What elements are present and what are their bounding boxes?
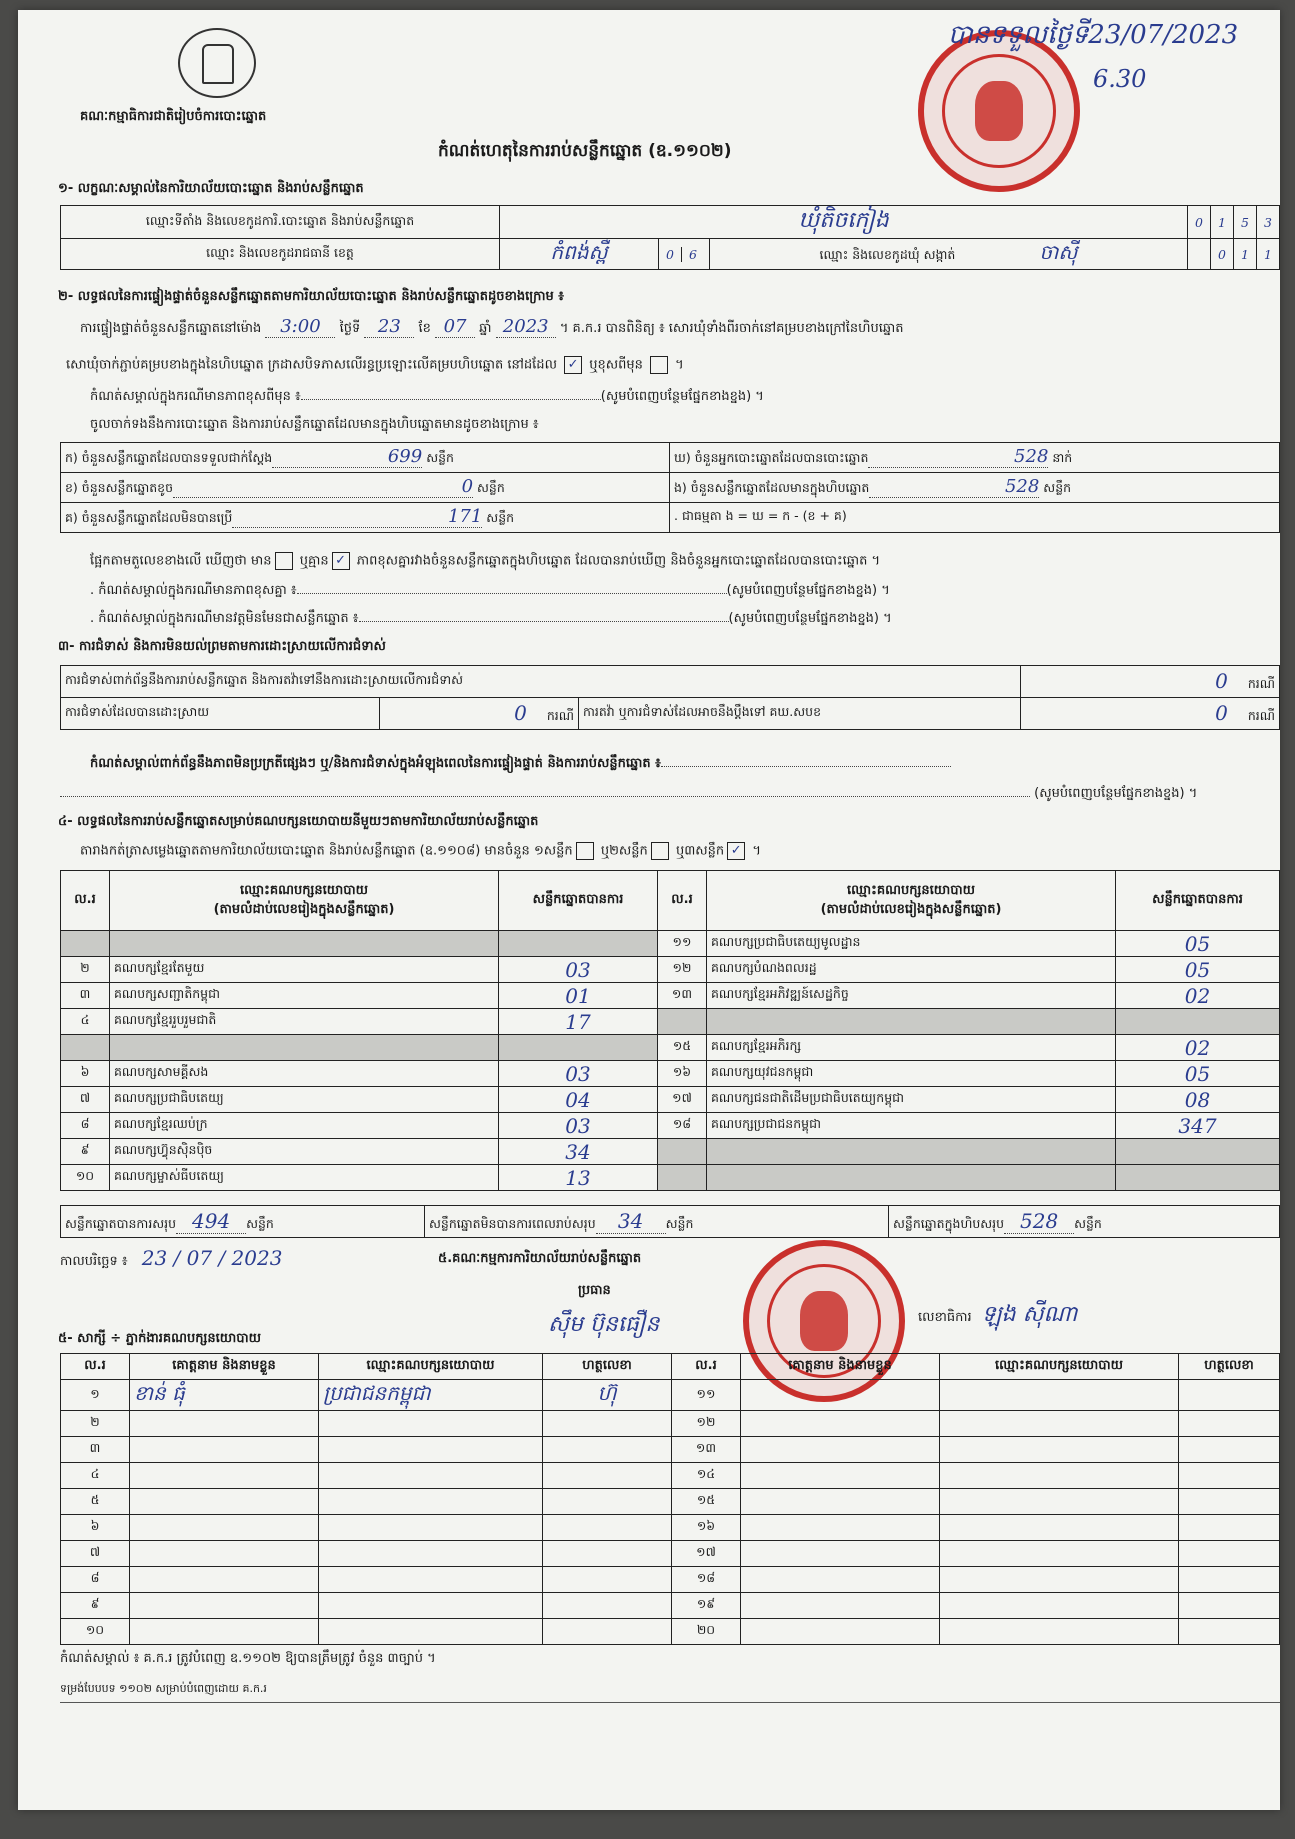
witness-no: ៥ — [61, 1489, 130, 1515]
verify-day: 23 — [364, 316, 414, 338]
witness-name — [130, 1619, 319, 1645]
witness-name — [130, 1593, 319, 1619]
party-name: គណបក្សជនជាតិដើមប្រជាធិបតេយ្យកម្ពុជា — [707, 1087, 1116, 1113]
unchanged-checkbox[interactable]: ✓ — [564, 356, 582, 374]
section3-title: ៣- ការជំទាស់ និងការមិនយល់ព្រមតាមការដោះស្រាយលើការជំទាស់ — [58, 639, 386, 654]
party-votes — [1116, 1009, 1280, 1035]
witness-no: ១៩ — [672, 1593, 741, 1619]
witness-no: ៤ — [61, 1463, 130, 1489]
party-row — [61, 1009, 1280, 1035]
three-sheets-checkbox[interactable]: ✓ — [727, 842, 745, 860]
witness-name — [741, 1593, 940, 1619]
change-note-line: កំណត់សម្គាល់ក្នុងករណីមានភាពខុសពីមុន ៖ (សូមបំពេញបន្ថែមផ្នែកខាងខ្នង) ។ — [90, 389, 764, 404]
party-name: គណបក្សខ្មែរឈប់ក្រ — [110, 1113, 499, 1139]
party-no: ១០ — [61, 1165, 110, 1191]
location-label: ឈ្មោះទីតាំង និងលេខកូដការិ.បោះឆ្នោត និងរាប់សន្លឹកឆ្នោត — [61, 206, 500, 239]
party-votes: 34 — [499, 1139, 658, 1165]
witness-no: ២០ — [672, 1619, 741, 1645]
witness-signature — [543, 1593, 672, 1619]
party-name: គណបក្សខ្មែរអភិរក្ស — [707, 1035, 1116, 1061]
witness-party — [319, 1437, 543, 1463]
party-no: ៣ — [61, 983, 110, 1009]
secretary-signature: ឡុង ស៊ីណា — [981, 1302, 1078, 1327]
party-votes — [499, 931, 658, 957]
party-no: ១១ — [658, 931, 707, 957]
code-digit: 0 — [1188, 206, 1211, 239]
voters-count: 528 — [868, 446, 1048, 468]
party-name: គណបក្សខ្មែរតែមួយ — [110, 957, 499, 983]
witness-party — [319, 1541, 543, 1567]
witness-no: ៧ — [61, 1541, 130, 1567]
total-invalid: 34 — [596, 1209, 666, 1234]
party-votes: 03 — [499, 1113, 658, 1139]
verification-line: ការផ្ទៀងផ្ទាត់ចំនួនសន្លឹកឆ្នោតនៅម៉ោង 3:00 ថ្ងៃទី 23 ខែ 07 ឆ្នាំ 2023 ។ គ.ក.រ បានពិនិត្យ ៖ សោរឃុំទាំងពីរចាក់នៅគម្របខាងក្រៅនៃហិបឆ្នោត — [80, 316, 904, 337]
witness-party — [940, 1411, 1179, 1437]
party-name: គណបក្សយុវជនកម្ពុជា — [707, 1061, 1116, 1087]
party-name: គណបក្សសាមគ្គីសង — [110, 1061, 499, 1087]
witness-signature — [1179, 1593, 1280, 1619]
witness-row — [61, 1463, 1280, 1489]
witness-row — [61, 1515, 1280, 1541]
note-line: . កំណត់សម្គាល់ក្នុងករណីមានវត្តមិនមែនជាសន្លឹកឆ្នោត ៖ (សូមបំពេញបន្ថែមផ្នែកខាងខ្នង) ។ — [90, 611, 892, 626]
unused-ballots: 171 — [232, 506, 482, 528]
party-row — [61, 957, 1280, 983]
province-digit: 6 — [689, 246, 697, 262]
witness-no: ៨ — [61, 1567, 130, 1593]
party-no — [658, 1139, 707, 1165]
footer-note: កំណត់សម្គាល់ ៖ គ.ក.រ ត្រូវបំពេញ ឧ.១១០២ ឱ្យបានត្រឹមត្រូវ ចំនួន ៣ច្បាប់ ។ — [60, 1651, 436, 1666]
witness-signature — [543, 1619, 672, 1645]
witness-row — [61, 1411, 1280, 1437]
changed-checkbox[interactable] — [650, 356, 668, 374]
party-votes: 05 — [1116, 1061, 1280, 1087]
received-note: បានទទួលថ្ងៃទី23/07/2023 — [948, 20, 1239, 50]
chair-label: ប្រធាន — [578, 1283, 611, 1298]
witness-no: ១២ — [672, 1411, 741, 1437]
witness-party — [319, 1567, 543, 1593]
party-votes: 02 — [1116, 1035, 1280, 1061]
objection-table: ការជំទាស់ពាក់ព័ន្ធនឹងការរាប់សន្លឹកឆ្នោត និងការតវ៉ាទៅនឹងការដោះស្រាយលើការជំទាស់ 0 ករណី ការជំទាស់ដែលបានដោះស្រាយ 0 ករណី ការតវ៉ា ឬការជំទាស់ដែលអាចនឹងប្តឹងទៅ គឃ.សបខ 0 ករណី — [60, 665, 1280, 730]
party-no — [61, 931, 110, 957]
witness-row — [61, 1380, 1280, 1411]
party-name: គណបក្សសញ្ជាតិកម្ពុជា — [110, 983, 499, 1009]
party-votes: 01 — [499, 983, 658, 1009]
discrepancy-yes-checkbox[interactable] — [275, 552, 293, 570]
party-votes: 17 — [499, 1009, 658, 1035]
party-name: គណបក្សប្រជាធិបតេយ្យ — [110, 1087, 499, 1113]
province-label: ឈ្មោះ និងលេខកូដរាជធានី ខេត្ត — [61, 239, 500, 270]
witness-signature — [1179, 1515, 1280, 1541]
commune-digit: 1 — [1234, 239, 1257, 270]
party-votes: 05 — [1116, 931, 1280, 957]
party-name — [707, 1139, 1116, 1165]
witness-row — [61, 1619, 1280, 1645]
witness-no: ១៥ — [672, 1489, 741, 1515]
witness-signature — [543, 1567, 672, 1593]
witness-party — [940, 1463, 1179, 1489]
party-no — [658, 1009, 707, 1035]
code-digit: 5 — [1234, 206, 1257, 239]
party-name: គណបក្សម្ចាស់ធីបតេយ្យ — [110, 1165, 499, 1191]
secretary-line: លេខាធិការ ឡុង ស៊ីណា — [918, 1302, 1078, 1327]
section2-title: ២- លទ្ធផលនៃការផ្ទៀងផ្ទាត់ចំនួនសន្លឹកឆ្នោតតាមការិយាល័យបោះឆ្នោត និងរាប់សន្លឹកឆ្នោតដូចខាងក្រោម ៖ — [58, 289, 564, 304]
witness-row — [61, 1541, 1280, 1567]
ballot-count-form — [18, 10, 1280, 1810]
witness-party — [319, 1463, 543, 1489]
party-name — [707, 1009, 1116, 1035]
party-no: ១៣ — [658, 983, 707, 1009]
received-ballots: 699 — [272, 446, 422, 468]
verify-month: 07 — [435, 316, 475, 338]
party-votes: 05 — [1116, 957, 1280, 983]
witness-party — [940, 1593, 1179, 1619]
witness-no: ៣ — [61, 1437, 130, 1463]
witness-signature — [543, 1411, 672, 1437]
party-row — [61, 1139, 1280, 1165]
party-no: ៩ — [61, 1139, 110, 1165]
witness-no: ១៣ — [672, 1437, 741, 1463]
page-title: កំណត់ហេតុនៃការរាប់សន្លឹកឆ្នោត (ឧ.១១០២) — [438, 141, 732, 161]
witness-signature — [1179, 1567, 1280, 1593]
witness-party — [940, 1619, 1179, 1645]
party-votes — [1116, 1165, 1280, 1191]
commune-digit: 1 — [1257, 239, 1280, 270]
commune-digit: 0 — [1211, 239, 1234, 270]
party-row — [61, 1165, 1280, 1191]
code-digit: 1 — [1211, 206, 1234, 239]
witness-no: ១ — [61, 1380, 130, 1411]
totals-table: សន្លឹកឆ្នោតបានការសរុប 494 សន្លឹក សន្លឹកឆ្នោតមិនបានការពេលរាប់សរុប 34 សន្លឹក សន្លឹកឆ្នោតក្នុងហិបសរុប 528 សន្លឹក — [60, 1205, 1280, 1238]
org-name: គណៈកម្មាធិការជាតិរៀបចំការបោះឆ្នោត — [80, 109, 267, 124]
party-no: ១៨ — [658, 1113, 707, 1139]
witness-no: ១៦ — [672, 1515, 741, 1541]
witness-name — [741, 1541, 940, 1567]
party-votes: 347 — [1116, 1113, 1280, 1139]
witness-signature — [543, 1541, 672, 1567]
party-no: ៧ — [61, 1087, 110, 1113]
witness-signature — [1179, 1619, 1280, 1645]
party-votes: 03 — [499, 1061, 658, 1087]
party-row — [61, 983, 1280, 1009]
witness-name — [741, 1619, 940, 1645]
verify-time: 3:00 — [265, 316, 335, 338]
party-name: គណបក្សបំណងពលរដ្ឋ — [707, 957, 1116, 983]
witness-party — [940, 1567, 1179, 1593]
irregularity-note: កំណត់សម្គាល់ពាក់ព័ន្ធនឹងភាពមិនប្រក្រតីផ្សេងៗ ឬ/និងការជំទាស់ក្នុងអំឡុងពេលនៃការផ្ទៀងផ្ទាត់ និងការរាប់សន្លឹកឆ្នោត ៖ — [90, 755, 951, 774]
witness-party — [940, 1380, 1179, 1411]
party-votes — [499, 1035, 658, 1061]
note-line: . កំណត់សម្គាល់ក្នុងករណីមានភាពខុសគ្នា ៖ (សូមបំពេញបន្ថែមផ្នែកខាងខ្នង) ។ — [90, 583, 890, 598]
seal-check-line: សោឃុំចាក់ភ្ជាប់គម្របខាងក្នុងនៃហិបឆ្នោត ក្រដាសបិទភាសលើរន្ធប្រឡោះលើគម្របហិបឆ្នោត នៅដដែល ✓ ឬខុសពីមុន ។ — [66, 357, 684, 373]
party-no: ៨ — [61, 1113, 110, 1139]
witness-name — [741, 1380, 940, 1411]
party-row — [61, 1113, 1280, 1139]
form-reference: ទម្រង់បែបបទ ១១០២ សម្រាប់បំពេញដោយ គ.ក.រ — [60, 1682, 267, 1695]
witness-signature — [543, 1515, 672, 1541]
witness-table: ល.រ គោត្តនាម និងនាមខ្លួន ឈ្មោះគណបក្សនយោបាយ ហត្ថលេខា ល.រ គោត្តនាម និងនាមខ្លួន ឈ្មោះគណបក្សនយោបាយ ហត្ថលេខា ១ ខាន់ ធុំ ប្រជាជនកម្ពុជា ហ៊ុ ១១ ២ ១២ ៣ ១៣ ៤ ១៤ ៥ ១៥ ៦ ១៦ ៧ ១៧ ៨ ១៨ ៩ ១៩ ១០ ២០ — [60, 1353, 1280, 1645]
province-digit: 0 — [659, 247, 682, 262]
witness-party — [940, 1515, 1179, 1541]
witness-signature — [543, 1489, 672, 1515]
witness-signature — [1179, 1541, 1280, 1567]
party-row — [61, 1087, 1280, 1113]
party-no: ១៧ — [658, 1087, 707, 1113]
party-no: ១៥ — [658, 1035, 707, 1061]
emblem-icon — [178, 28, 256, 98]
commune-label: ឈ្មោះ និងលេខកូដឃុំ សង្កាត់ — [819, 247, 956, 262]
code-digit: 3 — [1257, 206, 1280, 239]
intro-line: ចូលចាក់ទងនឹងការបោះឆ្នោត និងការរាប់សន្លឹកឆ្នោតដែលមានក្នុងហិបឆ្នោតមានដូចខាងក្រោម ៖ — [90, 417, 539, 432]
witness-party — [319, 1515, 543, 1541]
witness-name — [741, 1567, 940, 1593]
two-sheets-checkbox[interactable] — [651, 842, 669, 860]
formula: . ជាធម្មតា ង = ឃ = ក - (ខ + គ) — [670, 503, 1280, 533]
witness-no: ៩ — [61, 1593, 130, 1619]
spoiled-ballots: 0 — [173, 476, 473, 498]
section5-title: ៥- សាក្សី ÷ ភ្នាក់ងារគណបក្សនយោបាយ — [58, 1331, 261, 1346]
party-name — [110, 1035, 499, 1061]
discrepancy-line: ផ្អែកតាមតួលេខខាងលើ ឃើញថា មាន ឬគ្មាន ✓ ភាពខុសគ្នារវាងចំនួនសន្លឹកឆ្នោតក្នុងហិបឆ្នោត ដែលបានរាប់ឃើញ និងចំនួនអ្នកបោះឆ្នោតដែលបានបោះឆ្នោត ។ — [90, 553, 881, 569]
resolved-count: 0 — [514, 700, 527, 725]
witness-signature — [1179, 1411, 1280, 1437]
witness-name: ខាន់ ធុំ — [130, 1380, 319, 1411]
witness-name — [130, 1463, 319, 1489]
party-votes: 03 — [499, 957, 658, 983]
party-votes: 02 — [1116, 983, 1280, 1009]
tally-sheet-line: តារាងកត់ត្រាសម្លេងឆ្នោតតាមការិយាល័យបោះឆ្នោត និងរាប់សន្លឹកឆ្នោត (ឧ.១១០៨) មានចំនួន ១សន្លឹក ឬ២សន្លឹក ឬ៣សន្លឹក ✓ ។ — [80, 843, 761, 859]
witness-party — [319, 1411, 543, 1437]
witness-name — [130, 1489, 319, 1515]
party-votes: 13 — [499, 1165, 658, 1191]
party-results-table: ល.រ ឈ្មោះគណបក្សនយោបាយ (តាមលំដាប់លេខរៀងក្នុងសន្លឹកឆ្នោត) សន្លឹកឆ្នោតបានការ ល.រ ឈ្មោះគណបក្សនយោបាយ (តាមលំដាប់លេខរៀងក្នុងសន្លឹកឆ្នោត) សន្លឹកឆ្នោតបានការ ១១ គណបក្សប្រជាធិបតេយ្យមូលដ្ឋាន 05 ២ គណបក្សខ្មែរតែមួយ 03 ១២ គណបក្សបំណងពលរដ្ឋ 05 ៣ គណបក្សសញ្ជាតិកម្ពុជា 01 ១៣ គណបក្សខ្មែរអភិវឌ្ឍន៍សេដ្ឋកិច្ច 02 ៤ គណបក្សខ្មែររួបរួមជាតិ 17 ១៥ គណបក្សខ្មែរអភិរក្ស 02 ៦ គណបក្សសាមគ្គីសង 03 ១៦ គណបក្សយុវជនកម្ពុជា 05 ៧ គណបក្សប្រជាធិបតេយ្យ 04 ១៧ គណបក្សជនជាតិដើមប្រជាធិបតេយ្យកម្ពុជា 08 ៨ គណបក្សខ្មែរឈប់ក្រ 03 ១៨ គណបក្សប្រជាជនកម្ពុជា 347 ៩ គណបក្សហ៊្វុនស៊ិនប៉ិច 34 ១០ គណបក្សម្ចាស់ធីបតេយ្យ 13 — [60, 870, 1280, 1191]
witness-no: ១៤ — [672, 1463, 741, 1489]
witness-no: ៦ — [61, 1515, 130, 1541]
party-no — [658, 1165, 707, 1191]
witness-name — [741, 1437, 940, 1463]
party-no: ១៦ — [658, 1061, 707, 1087]
witness-no: ១៧ — [672, 1541, 741, 1567]
witness-name — [130, 1567, 319, 1593]
party-votes: 08 — [1116, 1087, 1280, 1113]
witness-name — [130, 1411, 319, 1437]
irregularity-hint: (សូមបំពេញបន្ថែមផ្នែកខាងខ្នង) ។ — [60, 785, 1197, 804]
witness-party: ប្រជាជនកម្ពុជា — [319, 1380, 543, 1411]
witness-no: ១១ — [672, 1380, 741, 1411]
witness-name — [130, 1541, 319, 1567]
witness-name — [130, 1515, 319, 1541]
objection-count: 0 — [1215, 668, 1228, 693]
witness-name — [741, 1463, 940, 1489]
witness-party — [940, 1437, 1179, 1463]
witness-party — [319, 1489, 543, 1515]
party-name — [110, 931, 499, 957]
one-sheet-checkbox[interactable] — [576, 842, 594, 860]
party-name: គណបក្សប្រជាធិបតេយ្យមូលដ្ឋាន — [707, 931, 1116, 957]
witness-signature — [1179, 1489, 1280, 1515]
party-no — [61, 1035, 110, 1061]
chair-signature: ស៊ឹម ប៊ុនធឿន — [548, 1312, 660, 1337]
date-line: កាលបរិច្ឆេទ ៖ 23 / 07 / 2023 — [60, 1246, 283, 1270]
party-votes — [1116, 1139, 1280, 1165]
witness-name — [741, 1515, 940, 1541]
witness-signature — [543, 1463, 672, 1489]
province-value: កំពង់ស្ពឺ — [500, 239, 659, 270]
appeal-count: 0 — [1215, 700, 1228, 725]
party-no: ៤ — [61, 1009, 110, 1035]
witness-party — [319, 1619, 543, 1645]
count-table: ក) ចំនួនសន្លឹកឆ្នោតដែលបានទទួលជាក់ស្តែង 699 សន្លឹក ឃ) ចំនួនអ្នកបោះឆ្នោតដែលបានបោះឆ្នោត 528 នាក់ ខ) ចំនួនសន្លឹកឆ្នោតខូច 0 សន្លឹក ង) ចំនួនសន្លឹកឆ្នោតដែលមានក្នុងហិបឆ្នោត 528 សន្លឹក គ) ចំនួនសន្លឹកឆ្នោតដែលមិនបានប្រើ 171 សន្លឹក . ជាធម្មតា ង = ឃ = ក - (ខ + គ) — [60, 442, 1280, 533]
party-row — [61, 1035, 1280, 1061]
party-no: ២ — [61, 957, 110, 983]
witness-signature — [1179, 1463, 1280, 1489]
box-ballots: 528 — [869, 476, 1039, 498]
party-no: ១២ — [658, 957, 707, 983]
party-name: គណបក្សខ្មែររួបរួមជាតិ — [110, 1009, 499, 1035]
discrepancy-no-checkbox[interactable]: ✓ — [332, 552, 350, 570]
party-no: ៦ — [61, 1061, 110, 1087]
witness-row — [61, 1593, 1280, 1619]
location-value: ឃុំតិចកៀង — [500, 206, 1188, 239]
witness-party — [940, 1489, 1179, 1515]
section4-title: ៤- លទ្ធផលនៃការរាប់សន្លឹកឆ្នោតសម្រាប់គណបក្សនយោបាយនីមួយៗតាមការិយាល័យរាប់សន្លឹកឆ្នោត — [58, 814, 539, 829]
witness-no: ១៨ — [672, 1567, 741, 1593]
witness-row — [61, 1437, 1280, 1463]
party-row — [61, 931, 1280, 957]
witness-party — [319, 1593, 543, 1619]
witness-signature — [1179, 1437, 1280, 1463]
total-valid: 494 — [176, 1209, 246, 1234]
party-name — [707, 1165, 1116, 1191]
received-time: 6.30 — [1093, 65, 1147, 93]
party-name: គណបក្សខ្មែរអភិវឌ្ឍន៍សេដ្ឋកិច្ច — [707, 983, 1116, 1009]
party-row — [61, 1061, 1280, 1087]
witness-row — [61, 1567, 1280, 1593]
sign-date: 23 / 07 / 2023 — [141, 1246, 283, 1270]
witness-no: ១០ — [61, 1619, 130, 1645]
commune-value: ចាស៊ី — [1039, 240, 1078, 264]
committee-label: ៥.គណៈកម្មការការិយាល័យរាប់សន្លឹកឆ្នោត — [438, 1251, 642, 1266]
section1-table — [60, 205, 1280, 270]
witness-row — [61, 1489, 1280, 1515]
party-name: គណបក្សប្រជាជនកម្ពុជា — [707, 1113, 1116, 1139]
witness-signature — [1179, 1380, 1280, 1411]
total-box: 528 — [1004, 1209, 1074, 1234]
witness-name — [741, 1411, 940, 1437]
section1-title: ១- លក្ខណៈសម្គាល់នៃការិយាល័យបោះឆ្នោត និងរាប់សន្លឹកឆ្នោត — [58, 181, 364, 196]
witness-name — [130, 1437, 319, 1463]
party-name: គណបក្សហ៊្វុនស៊ិនប៉ិច — [110, 1139, 499, 1165]
witness-no: ២ — [61, 1411, 130, 1437]
witness-signature — [543, 1437, 672, 1463]
verify-year: 2023 — [496, 316, 556, 338]
party-votes: 04 — [499, 1087, 658, 1113]
witness-signature: ហ៊ុ — [543, 1380, 672, 1411]
witness-party — [940, 1541, 1179, 1567]
witness-name — [741, 1489, 940, 1515]
